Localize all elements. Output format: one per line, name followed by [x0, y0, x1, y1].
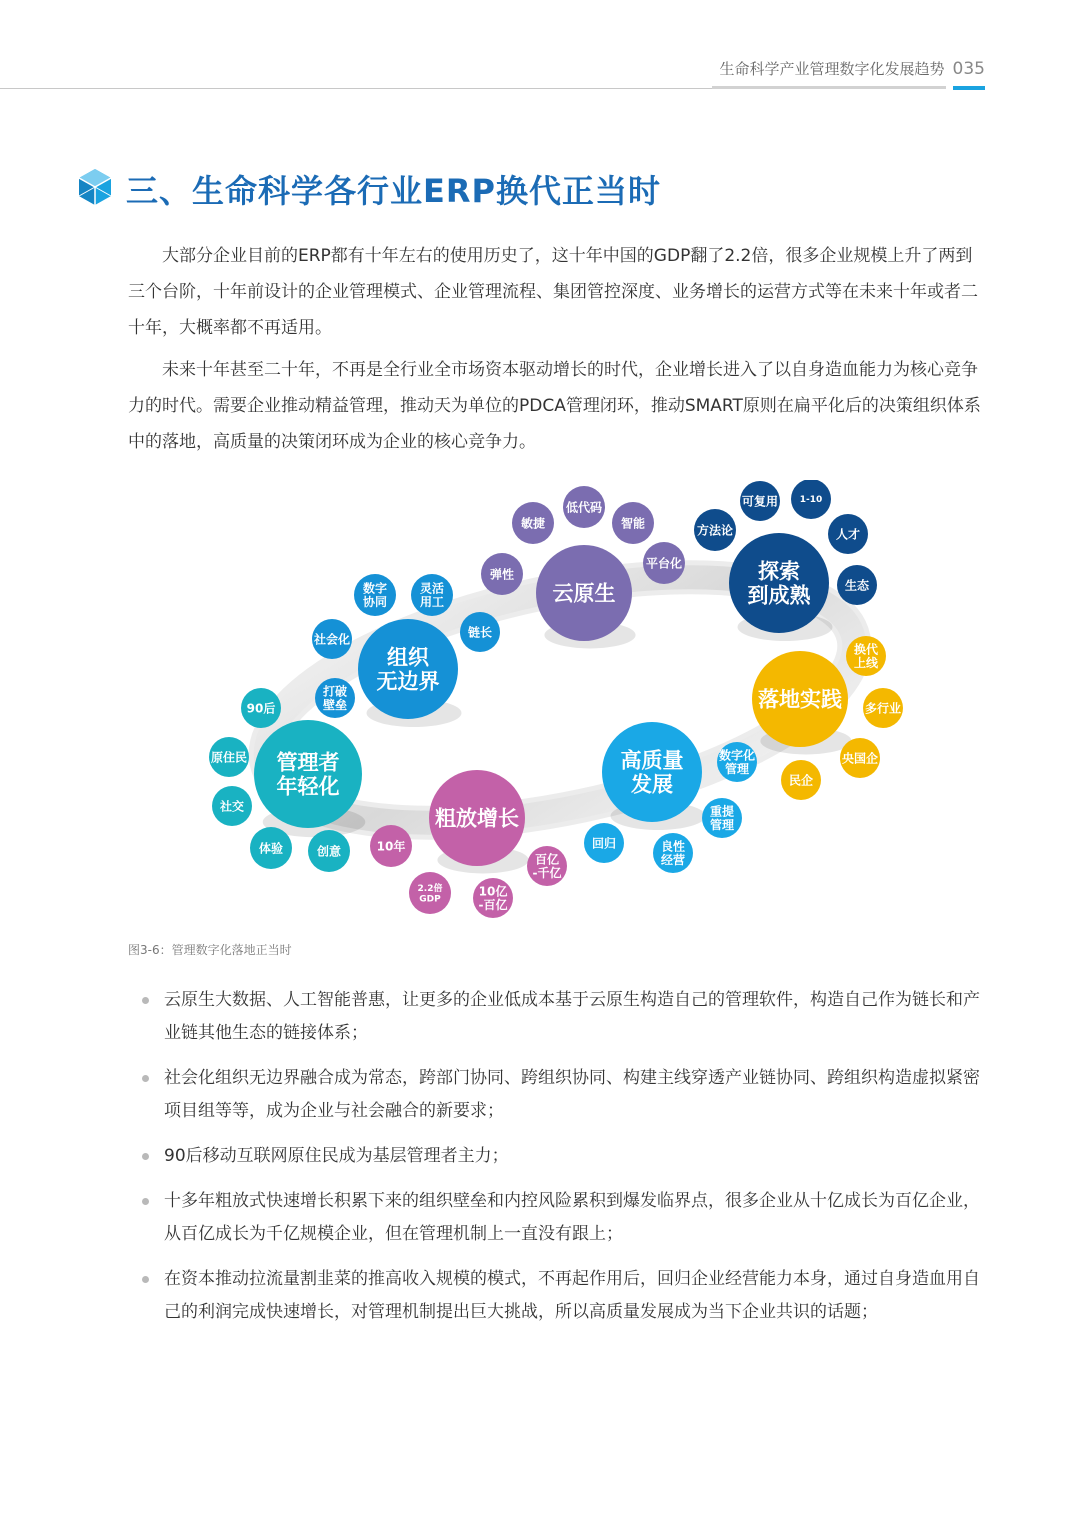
young-hub-label: 管理者 — [276, 750, 340, 775]
org-tag-label: 打破 — [322, 684, 348, 699]
young-tag-label: 社交 — [219, 799, 245, 814]
quality-tag-label: 重提 — [709, 804, 735, 819]
cube-icon — [78, 168, 112, 210]
explore-tag-label: 1-10 — [799, 495, 823, 506]
landing-hub-label: 落地实践 — [758, 687, 842, 712]
landing-tag-label: 换代 — [853, 642, 879, 657]
org-tag-label: 灵活 — [419, 581, 445, 596]
page-number: 035 — [952, 59, 985, 79]
explore-tag-label: 可复用 — [741, 494, 779, 509]
growth-tag-label: GDP — [419, 894, 441, 905]
bullet-dot-icon — [142, 1276, 149, 1283]
young-tag-label: 创意 — [316, 844, 342, 859]
growth-tag-label: 百亿 — [534, 852, 560, 867]
quality-hub-label: 高质量 — [620, 748, 684, 773]
bullet-text: 社会化组织无边界融合成为常态，跨部门协同、跨组织协同、构建主线穿透产业链协同、跨组织构造虚拟紧密项目组等等，成为企业与社会融合的新要求； — [164, 1068, 980, 1121]
explore-tag-label: 方法论 — [696, 523, 734, 538]
quality-tag-label: 管理 — [724, 762, 750, 777]
explore-tag-label: 生态 — [844, 578, 870, 593]
org-tag-label: 数字 — [362, 581, 388, 596]
growth-hub-label: 粗放增长 — [435, 806, 519, 831]
bullet-text: 在资本推动拉流量割韭菜的推高收入规模的模式，不再起作用后，回归企业经营能力本身，通过自身造血用自己的利润完成快速增长，对管理机制提出巨大挑战，所以高质量发展成为当下企业共识的话题； — [164, 1269, 980, 1322]
org-hub-label: 无边界 — [376, 669, 440, 694]
quality-tag-label: 管理 — [709, 818, 735, 833]
bullet-text: 90后移动互联网原住民成为基层管理者主力； — [164, 1146, 509, 1166]
quality-tag-label: 数字化 — [718, 748, 756, 763]
bullet-dot-icon — [142, 1153, 149, 1160]
figure-caption: 图3-6：管理数字化落地正当时 — [128, 943, 292, 957]
bullet-dot-icon — [142, 1198, 149, 1205]
quality-tag-label: 回归 — [591, 836, 617, 851]
org-tag-label: 链长 — [467, 625, 493, 640]
org-tag-label: 壁垒 — [322, 698, 348, 713]
section-title: 三、生命科学各行业ERP换代正当时 — [126, 172, 661, 210]
cloud-tag-label: 平台化 — [645, 556, 683, 571]
young-tag-label: 90后 — [246, 701, 276, 716]
young-tag-label: 体验 — [258, 841, 284, 856]
bullet-item — [140, 984, 990, 1050]
landing-tag-label: 上线 — [853, 656, 879, 671]
young-tag-label: 原住民 — [210, 750, 248, 765]
growth-tag-label: 10亿 — [478, 884, 508, 899]
bullet-item — [140, 1062, 990, 1128]
cloud-tag-label: 智能 — [620, 516, 646, 531]
running-header — [720, 58, 985, 79]
body-paragraph: 未来十年甚至二十年，不再是全行业全市场资本驱动增长的时代，企业增长进入了以自身造血能力为核心竞争力的时代。需要企业推动精益管理，推动天为单位的PDCA管理闭环，推动SMART原则在扁平化后的决策组织体系中的落地，高质量的决策闭环成为企业的核心竞争力。 — [128, 360, 981, 452]
header-rule-accent — [953, 86, 985, 90]
landing-tag-label: 央国企 — [841, 751, 879, 766]
bullet-text: 云原生大数据、人工智能普惠，让更多的企业低成本基于云原生构造自己的管理软件，构造自己作为链长和产业链其他生态的链接体系； — [164, 990, 980, 1043]
landing-tag-label: 多行业 — [864, 701, 902, 716]
bullet-list — [140, 984, 990, 1341]
cloud-tag-label: 敏捷 — [520, 516, 546, 531]
explore-hub-label: 探索 — [758, 559, 800, 584]
explore-tag-label: 人才 — [835, 527, 861, 542]
org-tag-label: 社会化 — [313, 632, 351, 647]
explore-hub-label: 到成熟 — [747, 583, 811, 608]
young-hub-label: 年轻化 — [276, 774, 340, 799]
quality-hub-label: 发展 — [631, 772, 673, 797]
bullet-item — [140, 1263, 990, 1329]
bullet-text: 十多年粗放式快速增长积累下来的组织壁垒和内控风险累积到爆发临界点，很多企业从十亿成长为百亿企业，从百亿成长为千亿规模企业，但在管理机制上一直没有跟上； — [164, 1191, 980, 1244]
growth-tag-label: 10年 — [376, 839, 406, 854]
bullet-item — [140, 1185, 990, 1251]
bubble-diagram — [200, 480, 920, 925]
bullet-item — [140, 1140, 990, 1173]
org-hub-label: 组织 — [387, 645, 429, 670]
cloud-tag-label: 低代码 — [565, 500, 603, 515]
body-paragraph: 大部分企业目前的ERP都有十年左右的使用历史了，这十年中国的GDP翻了2.2倍，很多企业规模上升了两到三个台阶，十年前设计的企业管理模式、企业管理流程、集团管控深度、业务增长的运营方式等在未来十年或者二十年，大概率都不再适用。 — [128, 246, 978, 338]
growth-tag-label: -百亿 — [478, 898, 508, 913]
diagram-canvas — [200, 480, 920, 925]
org-tag-label: 协同 — [362, 595, 388, 610]
bullet-dot-icon — [142, 997, 149, 1004]
bullet-dot-icon — [142, 1075, 149, 1082]
growth-tag-label: 2.2倍 — [417, 884, 443, 895]
running-title: 生命科学产业管理数字化发展趋势 — [719, 60, 945, 78]
cloud-tag-label: 弹性 — [489, 567, 515, 582]
quality-tag-label: 良性 — [660, 839, 686, 854]
header-rule-highlight — [712, 86, 946, 89]
org-tag-label: 用工 — [419, 595, 445, 610]
growth-tag-label: -千亿 — [532, 866, 562, 881]
landing-tag-label: 民企 — [788, 773, 814, 788]
cloud-hub-label: 云原生 — [552, 581, 616, 606]
section-heading — [78, 166, 661, 212]
quality-tag-label: 经营 — [660, 853, 686, 868]
